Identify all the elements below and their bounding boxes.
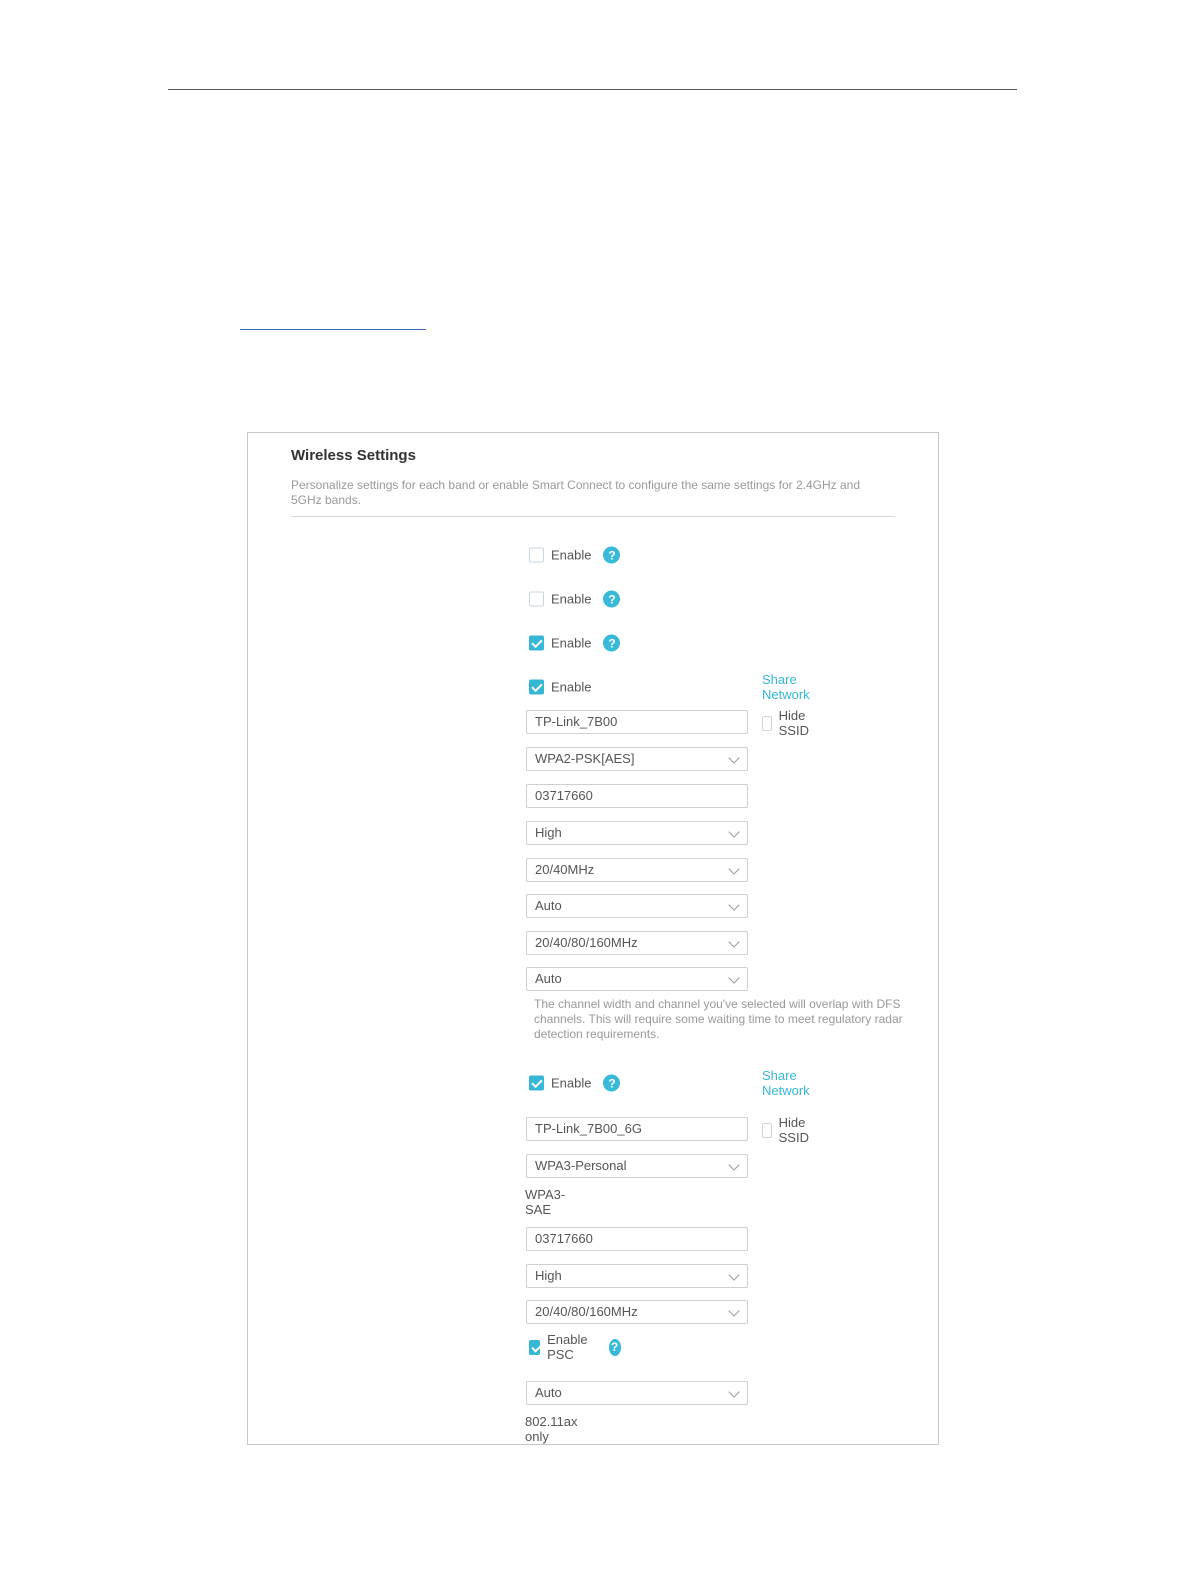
channel-width-5-select[interactable] (526, 931, 748, 955)
enable-psc-checkbox[interactable] (529, 1340, 540, 1355)
chevron-down-icon (728, 863, 739, 874)
chevron-down-icon (728, 1386, 739, 1397)
channel-width-select[interactable] (526, 1300, 748, 1324)
security-select[interactable] (526, 747, 748, 771)
chevron-down-icon (728, 1305, 739, 1316)
enable-psc-text: Enable PSC (547, 1332, 588, 1362)
transmit-power-select[interactable] (526, 821, 748, 845)
channel-24-value: Auto (535, 898, 562, 913)
channel-select[interactable] (526, 1381, 748, 1405)
chevron-down-icon (728, 936, 739, 947)
transmit-power-select[interactable] (526, 1264, 748, 1288)
chevron-down-icon (728, 1159, 739, 1170)
mode-value: 802.11ax only (525, 1414, 578, 1444)
hide-ssid-text: Hide SSID (778, 708, 809, 738)
transmit-power-value: High (535, 1268, 562, 1283)
hide-ssid-checkbox[interactable] (762, 1123, 772, 1138)
channel-24-select[interactable] (526, 894, 748, 918)
share-network-link[interactable]: Share Network (762, 672, 810, 702)
ssid-input[interactable]: TP-Link_7B00_6G (526, 1117, 748, 1141)
chevron-down-icon (728, 826, 739, 837)
chevron-down-icon (728, 972, 739, 983)
transmit-power-value: High (535, 825, 562, 840)
chevron-down-icon (728, 752, 739, 763)
channel-value: Auto (535, 1385, 562, 1400)
link-underline (240, 329, 426, 330)
band-6-enable-text: Enable (551, 1075, 592, 1091)
version-value: WPA3-SAE (525, 1187, 566, 1217)
help-icon[interactable]: ? (603, 1075, 620, 1092)
panel-description: Personalize settings for each band or enable Smart Connect to configure the same settings for 2.4GHz and 5GHz bands. (291, 478, 860, 507)
channel-width-value: 20/40/80/160MHz (535, 1304, 638, 1319)
ofdma-enable-text: Enable (551, 547, 592, 563)
help-icon[interactable]: ? (603, 547, 620, 564)
hide-ssid-text: Hide SSID (778, 1115, 809, 1145)
password-input[interactable]: 03717660 (526, 784, 748, 808)
password-input[interactable]: 03717660 (526, 1227, 748, 1251)
security-value: WPA3-Personal (535, 1158, 627, 1173)
dfs-note: The channel width and channel you've selected will overlap with DFS channels. This will require some waiting time to meet regulatory radar detection requirements. (534, 997, 903, 1041)
band-24-5-checkbox[interactable] (529, 680, 544, 695)
channel-width-5-value: 20/40/80/160MHz (535, 935, 638, 950)
help-icon[interactable]: ? (609, 1339, 621, 1356)
smart-connect-checkbox[interactable] (529, 636, 544, 651)
help-icon[interactable]: ? (603, 591, 620, 608)
channel-width-24-select[interactable] (526, 858, 748, 882)
chevron-down-icon (728, 1269, 739, 1280)
wireless-settings-panel (247, 432, 939, 1445)
band-6-checkbox[interactable] (529, 1076, 544, 1091)
twt-checkbox[interactable] (529, 592, 544, 607)
help-icon[interactable]: ? (603, 635, 620, 652)
security-value: WPA2-PSK[AES] (535, 751, 635, 766)
chevron-down-icon (728, 899, 739, 910)
security-select[interactable] (526, 1154, 748, 1178)
ssid-input[interactable]: TP-Link_7B00 (526, 710, 748, 734)
page-header-rule (168, 89, 1017, 90)
ofdma-checkbox[interactable] (529, 548, 544, 563)
channel-5-select[interactable] (526, 967, 748, 991)
channel-5-value: Auto (535, 971, 562, 986)
band-24-5-enable-text: Enable (551, 679, 592, 695)
share-network-link[interactable]: Share Network (762, 1068, 810, 1098)
hide-ssid-checkbox[interactable] (762, 716, 772, 731)
panel-divider (291, 516, 895, 517)
twt-enable-text: Enable (551, 591, 592, 607)
smart-connect-enable-text: Enable (551, 635, 592, 651)
panel-title: Wireless Settings (291, 447, 416, 464)
channel-width-24-value: 20/40MHz (535, 862, 595, 877)
